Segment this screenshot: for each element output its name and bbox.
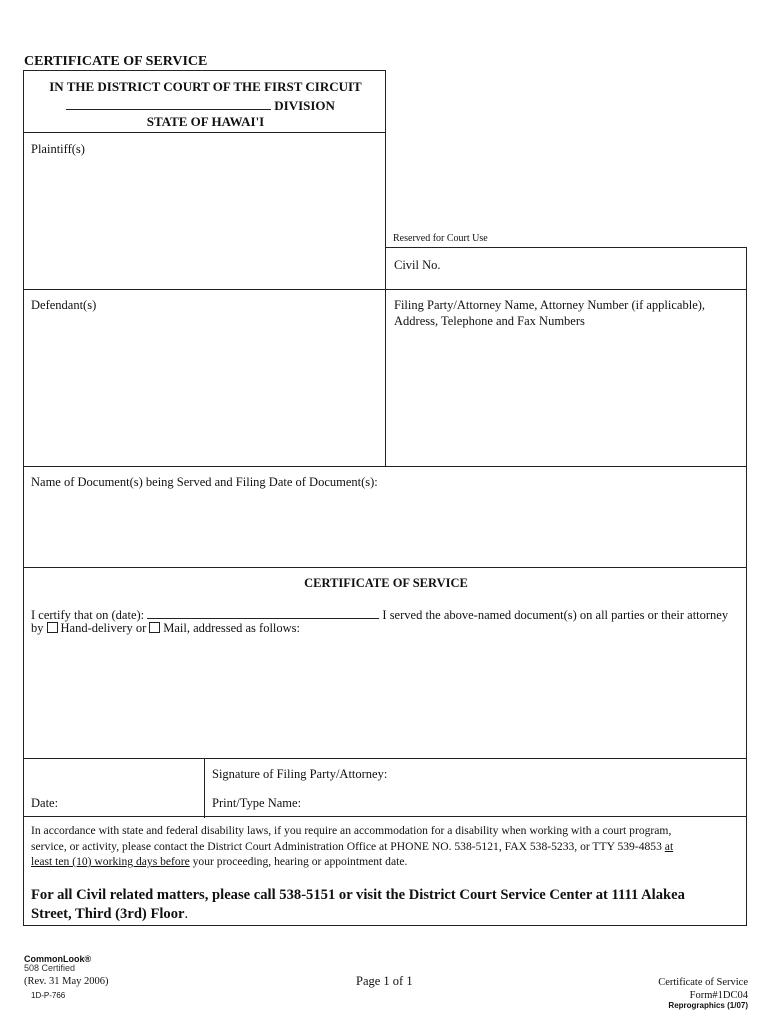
division-label: DIVISION [274,98,335,113]
form-number: Form#1DC04 [689,990,748,1001]
notice-line-3 [31,855,407,868]
form-code: 1D-P-766 [31,991,66,1000]
civil-no-box[interactable] [385,247,747,290]
reserved-label: Reserved for Court Use [393,233,488,244]
state-name: STATE OF HAWAI'I [146,114,265,129]
date-label: Date: [31,796,59,810]
print-name-label: Print/Type Name: [212,796,302,810]
revision-date: (Rev. 31 May 2006) [24,976,109,987]
notice-line-2-underlined: at [664,840,674,853]
filing-party-label-2: Address, Telephone and Fax Numbers [394,314,585,328]
division-blank[interactable] [66,97,271,110]
hand-delivery-label: Hand-delivery or [60,621,147,635]
civil-matters-line-1: For all Civil related matters, please call 538-5151 or visit the District Court Service Center at 1111 Alakea [31,887,685,903]
notice-line-3-text: your proceeding, hearing or appointment date. [192,855,408,868]
certify-suffix: I served the above-named document(s) on all parties or their attorney [382,608,729,622]
division-line [66,97,335,114]
mail-checkbox[interactable] [149,622,160,633]
certify-prefix: I certify that on (date): [31,608,145,622]
documents-label: Name of Document(s) being Served and Filing Date of Document(s): [31,475,378,489]
signature-box [23,758,747,817]
civil-matters-line-2 [31,906,188,923]
filing-party-box[interactable] [385,289,747,467]
certificate-box [23,567,747,759]
certificate-heading: CERTIFICATE OF SERVICE [304,576,468,590]
document-title: CERTIFICATE OF SERVICE [24,54,208,69]
notice-box [23,816,747,926]
notice-line-2-text: service, or activity, please contact the District Court Administration Office at PHONE NO. 538-5121, FAX 538-5233, or TTY 539-4853 [31,840,662,853]
civil-no-label: Civil No. [394,258,441,272]
page-number: Page 1 of 1 [356,974,413,988]
reprographics: Reprographics (1/07) [668,1001,748,1010]
defendant-box[interactable] [23,289,386,467]
signature-divider [204,759,205,818]
civil-matters-line-2-text: Street, Third (3rd) Floor [31,906,185,922]
court-header-box [23,70,386,133]
civil-matters-period: . [184,906,189,922]
plaintiff-box[interactable] [23,132,386,290]
form-title: Certificate of Service [658,977,748,988]
court-name: IN THE DISTRICT COURT OF THE FIRST CIRCUIT [49,79,362,94]
notice-line-2 [31,840,673,853]
documents-box[interactable] [23,466,747,568]
notice-line-3-underlined: least ten (10) working days before [31,855,190,868]
defendant-label: Defendant(s) [31,298,97,312]
plaintiff-label: Plaintiff(s) [31,142,85,156]
delivery-method-line [31,621,300,636]
service-date-field[interactable] [147,606,379,619]
by-label: by [31,621,44,635]
certified-text: 508 Certified [24,963,76,973]
mail-label: Mail, addressed as follows: [163,621,301,635]
commonlook-logo: CommonLook® [24,954,92,964]
signature-label: Signature of Filing Party/Attorney: [212,767,388,781]
hand-delivery-checkbox[interactable] [47,622,58,633]
filing-party-label: Filing Party/Attorney Name, Attorney Number (if applicable), [394,298,706,312]
notice-line-1: In accordance with state and federal disability laws, if you require an accommodation for a disability when working with a court program, [31,824,672,837]
